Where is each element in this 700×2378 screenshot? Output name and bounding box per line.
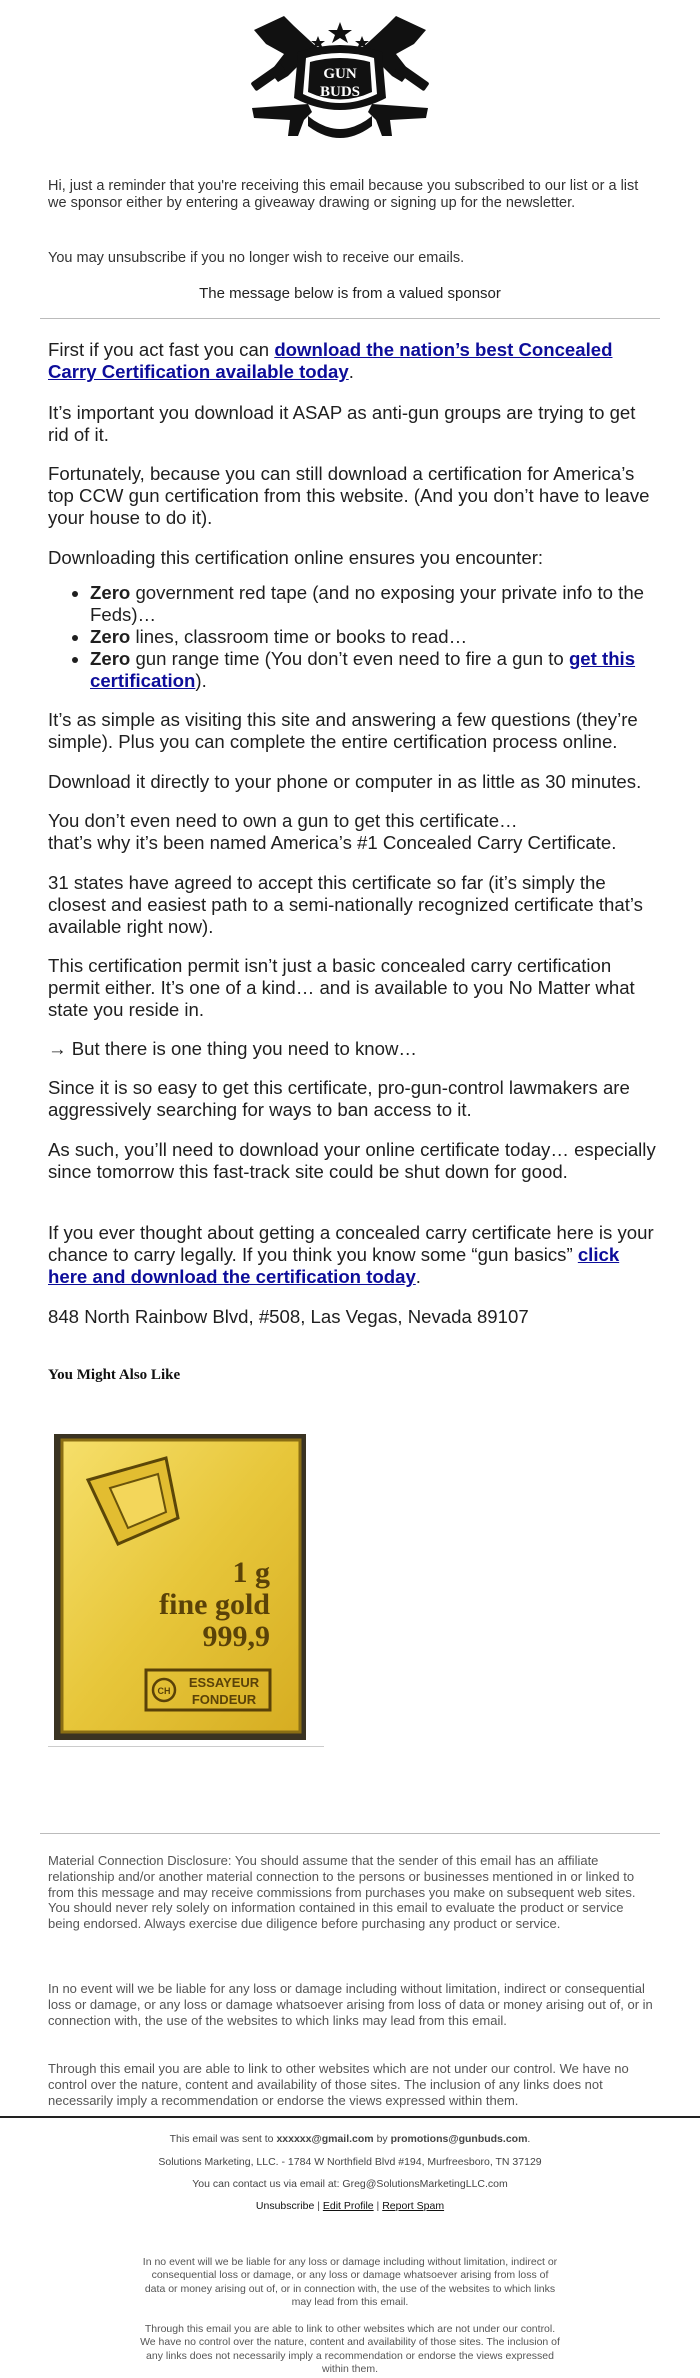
bullet-bold: Zero	[90, 582, 131, 603]
footer-divider	[0, 2116, 700, 2118]
gunbuds-logo	[248, 12, 432, 152]
footer-external-links-disclaimer: Through this email you are able to link to other websites which are not under our control. We have no control over the nature, content and availability of those sites. The inclusion of any links does not necessarily imply a recommendation or endorse the views expressed within them.	[140, 2323, 560, 2375]
get-certification-link[interactable]: get this certification	[90, 648, 636, 691]
recommended-product-card[interactable]	[48, 1428, 324, 1747]
footer-text: This email was sent to	[169, 2133, 277, 2145]
sender-email: promotions@gunbuds.com	[390, 2133, 528, 2145]
message-paragraph-10: → But there is one thing you need to know…	[48, 1038, 417, 1059]
paragraph-text: If you ever thought about getting a concealed carry certificate here is your chance to carry legally. If you think you know some “gun basics”	[48, 1222, 654, 1265]
contact-line: You can contact us via email at: Greg@SolutionsMarketingLLC.com	[192, 2178, 508, 2190]
subscription-reminder: Hi, just a reminder that you're receiving this email because you subscribed to our list or a list we sponsor either by entering a giveaway drawing or signing up for the newsletter.	[48, 178, 639, 211]
message-paragraph-6: Download it directly to your phone or computer in as little as 30 minutes.	[48, 771, 642, 792]
paragraph-text: .	[348, 361, 354, 382]
message-paragraph-5: It’s as simple as visiting this site and answering a few questions (they’re simple). Plus you can complete the entire certification process online.	[48, 709, 638, 752]
message-paragraph-13	[48, 1222, 658, 1288]
bullet-text: ).	[195, 670, 207, 691]
sent-to-line	[0, 2132, 700, 2146]
unsubscribe-note: You may unsubscribe if you no longer wish to receive our emails.	[48, 250, 465, 266]
list-item	[90, 648, 700, 692]
logo-graphic	[248, 12, 432, 152]
message-paragraph-3: Fortunately, because you can still download a certification for America’s top CCW gun certification from this website. (And you don’t have to leave your house to do it).	[48, 463, 650, 528]
liability-disclaimer: In no event will we be liable for any loss or damage including without limitation, indirect or consequential loss or damage, or any loss or damage whatsoever arising from loss of data or money arising out of, or in connection with, the use of the websites to which links may lead from this email.	[48, 1981, 653, 2028]
message-paragraph-7	[48, 810, 658, 854]
list-item	[90, 626, 700, 648]
material-connection-disclosure: Material Connection Disclosure: You should assume that the sender of this email has an affiliate relationship and/or another material connection to the persons or businesses mentioned in or linked to from this message and may receive commissions from purchases you make on subsequent web sites. You should never rely solely on information contained in this email to evaluate the product or service being endorsed. Always exercise due diligence before purchasing any product or service.	[48, 1853, 636, 1932]
stamp-line-2: FONDEUR	[191, 1692, 257, 1707]
external-links-disclaimer: Through this email you are able to link to other websites which are not under our control. We have no control over the nature, content and availability of those sites. The inclusion of any links does not necessarily imply a recommendation or endorse the views expressed within them.	[48, 2061, 629, 2108]
footer-text: by	[373, 2133, 391, 2145]
message-paragraph-2: It’s important you download it ASAP as anti-gun groups are trying to get rid of it.	[48, 402, 636, 445]
sponsor-address: 848 North Rainbow Blvd, #508, Las Vegas, Nevada 89107	[48, 1306, 529, 1327]
list-item	[90, 582, 700, 626]
stamp-mark: CH	[157, 1686, 171, 1696]
divider	[40, 318, 660, 319]
message-paragraph-12: As such, you’ll need to download your online certificate today… especially since tomorrow this fast-track site could be shut down for good.	[48, 1139, 656, 1182]
report-spam-link[interactable]: Report Spam	[382, 2200, 445, 2212]
recommendations-heading: You Might Also Like	[48, 1367, 181, 1383]
stamp-line-1: ESSAYEUR	[188, 1675, 260, 1690]
gold-bar-image[interactable]	[48, 1428, 324, 1746]
message-paragraph-4: Downloading this certification online ensures you encounter:	[48, 547, 544, 568]
edit-profile-link[interactable]: Edit Profile	[322, 2200, 374, 2212]
recipient-email: xxxxxx@gmail.com	[276, 2133, 374, 2145]
paragraph-line: You don’t even need to own a gun to get this certificate…	[48, 810, 518, 831]
bullet-text: lines, classroom time or books to read…	[130, 626, 468, 647]
benefits-list	[48, 582, 700, 692]
download-certification-link[interactable]: download the nation’s best Concealed Carry Certification available today	[48, 339, 613, 382]
message-paragraph-1	[48, 339, 658, 383]
footer-liability-disclaimer: In no event will we be liable for any loss or damage including without limitation, indirect or consequential loss or damage, or any loss or damage whatsoever arising from loss of data or money arising out of, or in connection with, the use of the websites to which links may lead from this email.	[142, 2256, 558, 2308]
click-here-download-link[interactable]: click here and download the certification today	[48, 1244, 620, 1287]
message-paragraph-8: 31 states have agreed to accept this certificate so far (it’s simply the closest and easiest path to a semi-nationally recognized certificate that’s available right now).	[48, 872, 643, 937]
bullet-text: gun range time (You don’t even need to fire a gun to	[130, 648, 569, 669]
link-separator: |	[373, 2200, 383, 2212]
paragraph-line: that’s why it’s been named America’s #1 Concealed Carry Certificate.	[48, 832, 617, 853]
bullet-text: government red tape (and no exposing your private info to the Feds)…	[90, 582, 645, 625]
link-separator: |	[314, 2200, 323, 2212]
unsubscribe-link[interactable]: Unsubscribe	[255, 2200, 315, 2212]
message-paragraph-9: This certification permit isn’t just a basic concealed carry certification permit either. It’s one of a kind… and is available to you No Matter what state you reside in.	[48, 955, 635, 1020]
product-fineness: 999,9	[202, 1620, 270, 1653]
logo-text-gun: GUN	[323, 66, 357, 82]
paragraph-text: .	[415, 1266, 421, 1287]
paragraph-text: First if you act fast you can	[48, 339, 275, 360]
footer-links	[0, 2199, 700, 2213]
product-weight: 1 g	[232, 1556, 270, 1589]
divider	[40, 1833, 660, 1834]
bullet-bold: Zero	[90, 626, 131, 647]
company-address: Solutions Marketing, LLC. - 1784 W Northfield Blvd #194, Murfreesboro, TN 37129	[158, 2156, 542, 2168]
sponsor-notice: The message below is from a valued sponsor	[199, 285, 501, 302]
product-purity-label: fine gold	[159, 1588, 270, 1621]
footer-text: .	[527, 2133, 531, 2145]
logo-text-buds: BUDS	[319, 84, 361, 100]
bullet-bold: Zero	[90, 648, 131, 669]
message-paragraph-11: Since it is so easy to get this certificate, pro-gun-control lawmakers are aggressively searching for ways to ban access to it.	[48, 1077, 630, 1120]
